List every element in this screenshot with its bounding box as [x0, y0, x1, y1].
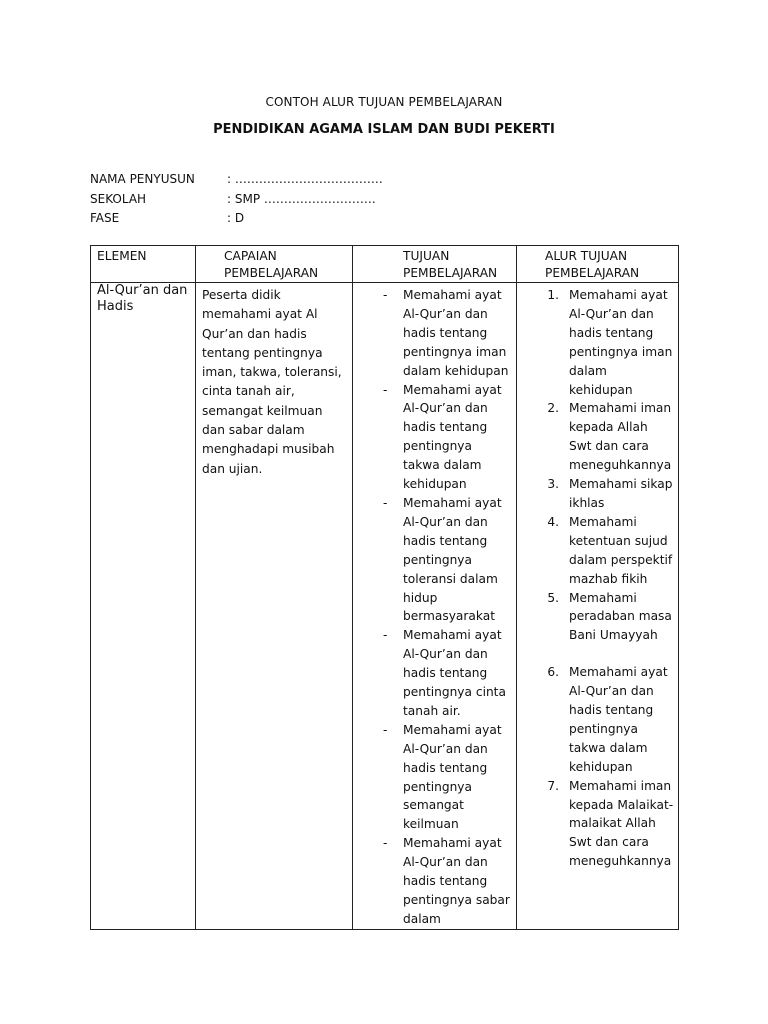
meta-label: NAMA PENYUSUN	[90, 172, 195, 186]
list-item	[353, 381, 512, 494]
meta-label: FASE	[90, 211, 120, 225]
list-item-text: Memahami iman kepada Malaikat-malaikat Allah Swt dan cara meneguhkannya	[569, 778, 674, 869]
list-marker: -	[383, 382, 388, 397]
table-header-row	[91, 246, 679, 283]
document-subtitle: PENDIDIKAN AGAMA ISLAM DAN BUDI PEKERTI	[213, 122, 555, 137]
cell-alur	[517, 283, 679, 930]
elemen-text: Al-Qur’an dan Hadis	[97, 283, 188, 314]
list-marker: -	[383, 628, 388, 643]
list-item-text: Memahami ayat Al-Qur’an dan hadis tentang pentingnya takwa dalam kehidupan	[403, 382, 502, 492]
header-capaian-line2: PEMBELAJARAN	[224, 266, 319, 280]
atp-table	[90, 245, 679, 930]
list-item-text: Memahami iman kepada Allah Swt dan cara meneguhkannya	[569, 401, 672, 473]
list-item-text: Memahami sikap ikhlas	[569, 477, 673, 510]
list-item	[353, 494, 512, 626]
cell-tujuan	[353, 283, 517, 930]
document-meta	[90, 170, 383, 229]
meta-row-sekolah	[90, 190, 383, 210]
header-capaian	[196, 246, 353, 283]
header-tujuan-line1: TUJUAN	[403, 249, 450, 263]
meta-row-nama-penyusun	[90, 170, 383, 190]
list-item-text: Memahami ayat Al-Qur’an dan hadis tentang pentingnya toleransi dalam hidup bermasyarakat	[403, 495, 502, 624]
list-item	[517, 777, 674, 872]
list-item-text: Memahami ayat Al-Qur’an dan hadis tentang pentingnya semangat keilmuan	[403, 722, 502, 832]
list-marker: 3.	[547, 477, 559, 492]
list-item-text: Memahami ketentuan sujud dalam perspektif mazhab fikih	[569, 514, 673, 586]
list-marker: -	[383, 722, 388, 737]
list-marker: 6.	[547, 665, 559, 680]
list-item-text: Memahami ayat Al-Qur’an dan hadis tentang pentingnya iman dalam kehidupan	[403, 288, 509, 378]
capaian-text: Peserta didik memahami ayat Al Qur’an dan hadis tentang pentingnya iman, takwa, toleransi, cinta tanah air, semangat keilmuan dan sabar dalam menghadapi musibah dan ujian.	[202, 288, 342, 476]
list-marker: 5.	[547, 590, 559, 605]
list-item	[353, 721, 512, 834]
list-item	[517, 589, 674, 646]
header-tujuan	[353, 246, 517, 283]
header-alur	[517, 246, 679, 283]
list-marker: 2.	[547, 401, 559, 416]
list-item	[353, 626, 512, 721]
document-title: CONTOH ALUR TUJUAN PEMBELAJARAN	[265, 95, 503, 109]
header-elemen-label: ELEMEN	[97, 249, 147, 263]
header-tujuan-line2: PEMBELAJARAN	[403, 266, 498, 280]
list-item-text: Memahami ayat Al-Qur’an dan hadis tentang pentingnya sabar dalam	[403, 836, 510, 926]
list-item	[353, 286, 512, 381]
list-marker: -	[383, 495, 388, 510]
list-marker: 4.	[547, 514, 559, 529]
meta-label: SEKOLAH	[90, 191, 147, 206]
alur-list	[517, 283, 678, 871]
meta-value: : SMP ……………………….	[227, 191, 376, 206]
list-item	[517, 513, 674, 589]
cell-capaian	[196, 283, 353, 930]
list-item-text: Memahami peradaban masa Bani Umayyah	[569, 590, 672, 643]
list-item-text: Memahami ayat Al-Qur’an dan hadis tentang pentingnya takwa dalam kehidupan	[569, 665, 668, 774]
list-item	[353, 834, 512, 929]
meta-value: : D	[227, 211, 245, 225]
list-marker: -	[383, 288, 388, 302]
header-elemen	[91, 246, 196, 283]
cell-elemen	[91, 283, 196, 930]
header-capaian-line1: CAPAIAN	[224, 249, 277, 263]
meta-value: : ……………………………….	[227, 172, 383, 186]
list-item-text: Memahami ayat Al-Qur’an dan hadis tentang pentingnya iman dalam kehidupan	[569, 288, 673, 397]
list-item-text: Memahami ayat Al-Qur’an dan hadis tentang pentingnya cinta tanah air.	[403, 628, 506, 718]
table-row	[91, 283, 679, 930]
tujuan-list	[353, 283, 516, 929]
list-item	[517, 663, 674, 776]
list-marker: 7.	[547, 778, 559, 793]
list-item	[517, 399, 674, 475]
list-marker: -	[383, 836, 388, 851]
list-marker: 1.	[547, 288, 559, 302]
list-item	[517, 475, 674, 513]
list-item	[517, 286, 674, 399]
header-alur-line1: ALUR TUJUAN	[545, 249, 628, 263]
header-alur-line2: PEMBELAJARAN	[545, 266, 640, 280]
meta-row-fase	[90, 209, 383, 229]
